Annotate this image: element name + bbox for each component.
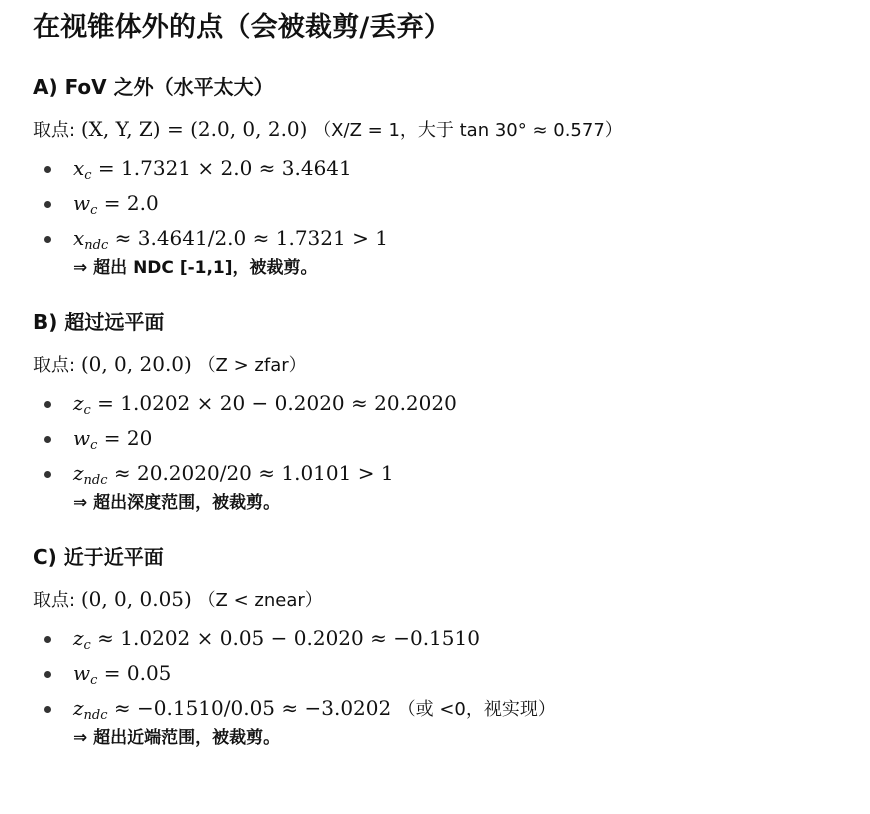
sample-point bbox=[33, 350, 870, 380]
computation-list bbox=[33, 386, 870, 491]
list-item: $z_{ndc} \approx -0.1510/0.05 \approx -3.0202$ （或 <0，视实现） bbox=[33, 691, 870, 726]
bullet-icon bbox=[44, 706, 51, 713]
sample-point-math: (0, 0, 0.05) bbox=[80, 587, 192, 611]
bullet-icon bbox=[44, 201, 51, 208]
result-text: ⇒ 超出近端范围，被裁剪。 bbox=[73, 728, 281, 748]
list-item: $w_c = 0.05$ bbox=[33, 656, 870, 691]
section-fov bbox=[33, 72, 870, 282]
implementation-note: （或 <0，视实现） bbox=[397, 699, 556, 720]
sample-point-note: （Z < znear） bbox=[197, 590, 323, 611]
result-text: ⇒ 超出深度范围，被裁剪。 bbox=[73, 493, 281, 513]
sample-point-label: 取点: bbox=[33, 590, 76, 611]
section-near-plane bbox=[33, 542, 870, 752]
section-heading: C) 近于近平面 bbox=[33, 545, 164, 569]
list-item: $z_c \approx 1.0202 \times 0.05 - 0.2020 \approx -0.1510$ bbox=[33, 621, 870, 656]
result-text: ⇒ 超出 NDC [-1,1]，被裁剪。 bbox=[73, 258, 318, 278]
sample-point-math: (0, 0, 20.0) bbox=[80, 352, 192, 376]
page-title: 在视锥体外的点（会被裁剪/丢弃） bbox=[33, 12, 452, 43]
bullet-icon bbox=[44, 401, 51, 408]
sample-point bbox=[33, 585, 870, 615]
sample-point-label: 取点: bbox=[33, 120, 76, 141]
computation-list bbox=[33, 151, 870, 256]
sample-point-note: （Z > zfar） bbox=[197, 355, 307, 376]
section-heading: B) 超过远平面 bbox=[33, 310, 165, 334]
bullet-icon bbox=[44, 471, 51, 478]
bullet-icon bbox=[44, 636, 51, 643]
section-heading: A) FoV 之外（水平太大） bbox=[33, 75, 274, 99]
list-item: $w_c = 20$ bbox=[33, 421, 870, 456]
sample-point-math: (X, Y, Z) = (2.0, 0, 2.0) bbox=[80, 117, 308, 141]
computation-list bbox=[33, 621, 870, 726]
sample-point bbox=[33, 115, 870, 145]
bullet-icon bbox=[44, 436, 51, 443]
list-item: $z_c = 1.0202 \times 20 - 0.2020 \approx 20.2020$ bbox=[33, 386, 870, 421]
bullet-icon bbox=[44, 166, 51, 173]
list-item: $x_{ndc} \approx 3.4641/2.0 \approx 1.7321 > 1$ bbox=[33, 221, 870, 256]
sample-point-label: 取点: bbox=[33, 355, 76, 376]
list-item: $w_c = 2.0$ bbox=[33, 186, 870, 221]
sample-point-note: （X/Z = 1，大于 tan 30° ≈ 0.577） bbox=[313, 120, 623, 141]
section-far-plane bbox=[33, 307, 870, 517]
list-item: $x_c = 1.7321 \times 2.0 \approx 3.4641$ bbox=[33, 151, 870, 186]
bullet-icon bbox=[44, 236, 51, 243]
bullet-icon bbox=[44, 671, 51, 678]
list-item: $z_{ndc} \approx 20.2020/20 \approx 1.0101 > 1$ bbox=[33, 456, 870, 491]
